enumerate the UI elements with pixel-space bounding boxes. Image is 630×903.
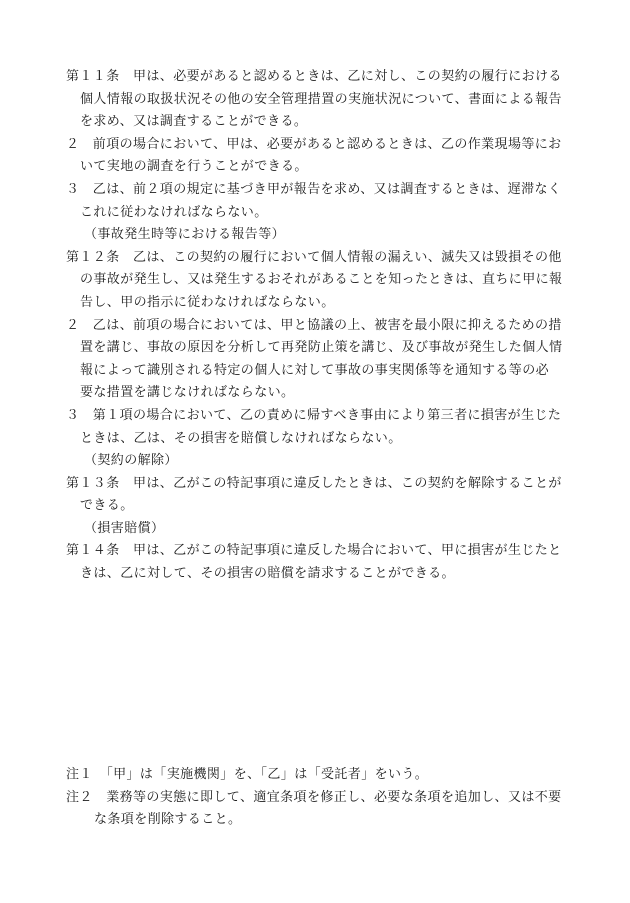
article-12-para-2-line-3: 報によって識別される特定の個人に対して事故の事実関係等を通知する等の必 [80, 362, 550, 378]
article-13-heading: （契約の解除） [84, 453, 178, 469]
article-12-line-2: の事故が発生し、又は発生するおそれがあることを知ったときは、直ちに甲に報 [80, 272, 563, 288]
article-12-para-3-line-1: ３ 第１項の場合において、乙の責めに帰すべき事由により第三者に損害が生じた [66, 407, 562, 423]
article-11-para-3-line-1: ３ 乙は、前２項の規定に基づき甲が報告を求め、又は調査するときは、遅滞なく [66, 181, 562, 197]
contract-body [66, 66, 566, 586]
article-12-line-3: 告し、甲の指示に従わなければならない。 [80, 294, 335, 310]
article-12-para-3-line-2: ときは、乙は、その損害を賠償しなければならない。 [80, 430, 402, 446]
article-14-line-2: きは、乙に対して、その損害の賠償を請求することができる。 [80, 566, 455, 582]
article-11-line-1: 第１１条 甲は、必要があると認めるときは、乙に対し、この契約の履行における [66, 69, 562, 84]
note-2-line-1: 注２ 業務等の実態に即して、適宜条項を修正し、必要な条項を追加し、又は不要 [66, 789, 562, 805]
article-11-line-2: 個人情報の取扱状況その他の安全管理措置の実施状況について、書面による報告 [80, 91, 562, 107]
article-11-para-3-line-2: これに従わなければならない。 [80, 204, 268, 220]
article-11-line-3: を求め、又は調査することができる。 [80, 114, 308, 130]
article-13-line-2: できる。 [80, 498, 134, 514]
note-2-line-2: な条項を削除すること。 [94, 812, 242, 828]
note-1: 注１ 「甲」は「実施機関」を、「乙」は「受託者」をいう。 [66, 767, 429, 782]
notes-section [66, 764, 566, 832]
article-11-para-2-line-2: いて実地の調査を行うことができる。 [80, 159, 308, 175]
article-12-para-2-line-4: 要な措置を講じなければならない。 [80, 385, 295, 401]
article-12-line-1: 第１２条 乙は、この契約の履行において個人情報の漏えい、滅失又は毀損その他 [66, 249, 562, 265]
article-14-heading: （損害賠償） [84, 520, 165, 536]
article-11-para-2-line-1: ２ 前項の場合において、甲は、必要があると認めるときは、乙の作業現場等にお [66, 136, 562, 152]
article-13-line-1: 第１３条 甲は、乙がこの特記事項に違反したときは、この契約を解除することが [66, 475, 562, 491]
article-12-heading: （事故発生時等における報告等） [84, 227, 286, 243]
article-14-line-1: 第１４条 甲は、乙がこの特記事項に違反した場合において、甲に損害が生じたと [66, 543, 562, 559]
article-12-para-2-line-2: 置を講じ、事故の原因を分析して再発防止策を講じ、及び事故が発生した個人情 [80, 340, 563, 356]
article-12-para-2-line-1: ２ 乙は、前項の場合においては、甲と協議の上、被害を最小限に抑えるための措 [66, 317, 562, 333]
